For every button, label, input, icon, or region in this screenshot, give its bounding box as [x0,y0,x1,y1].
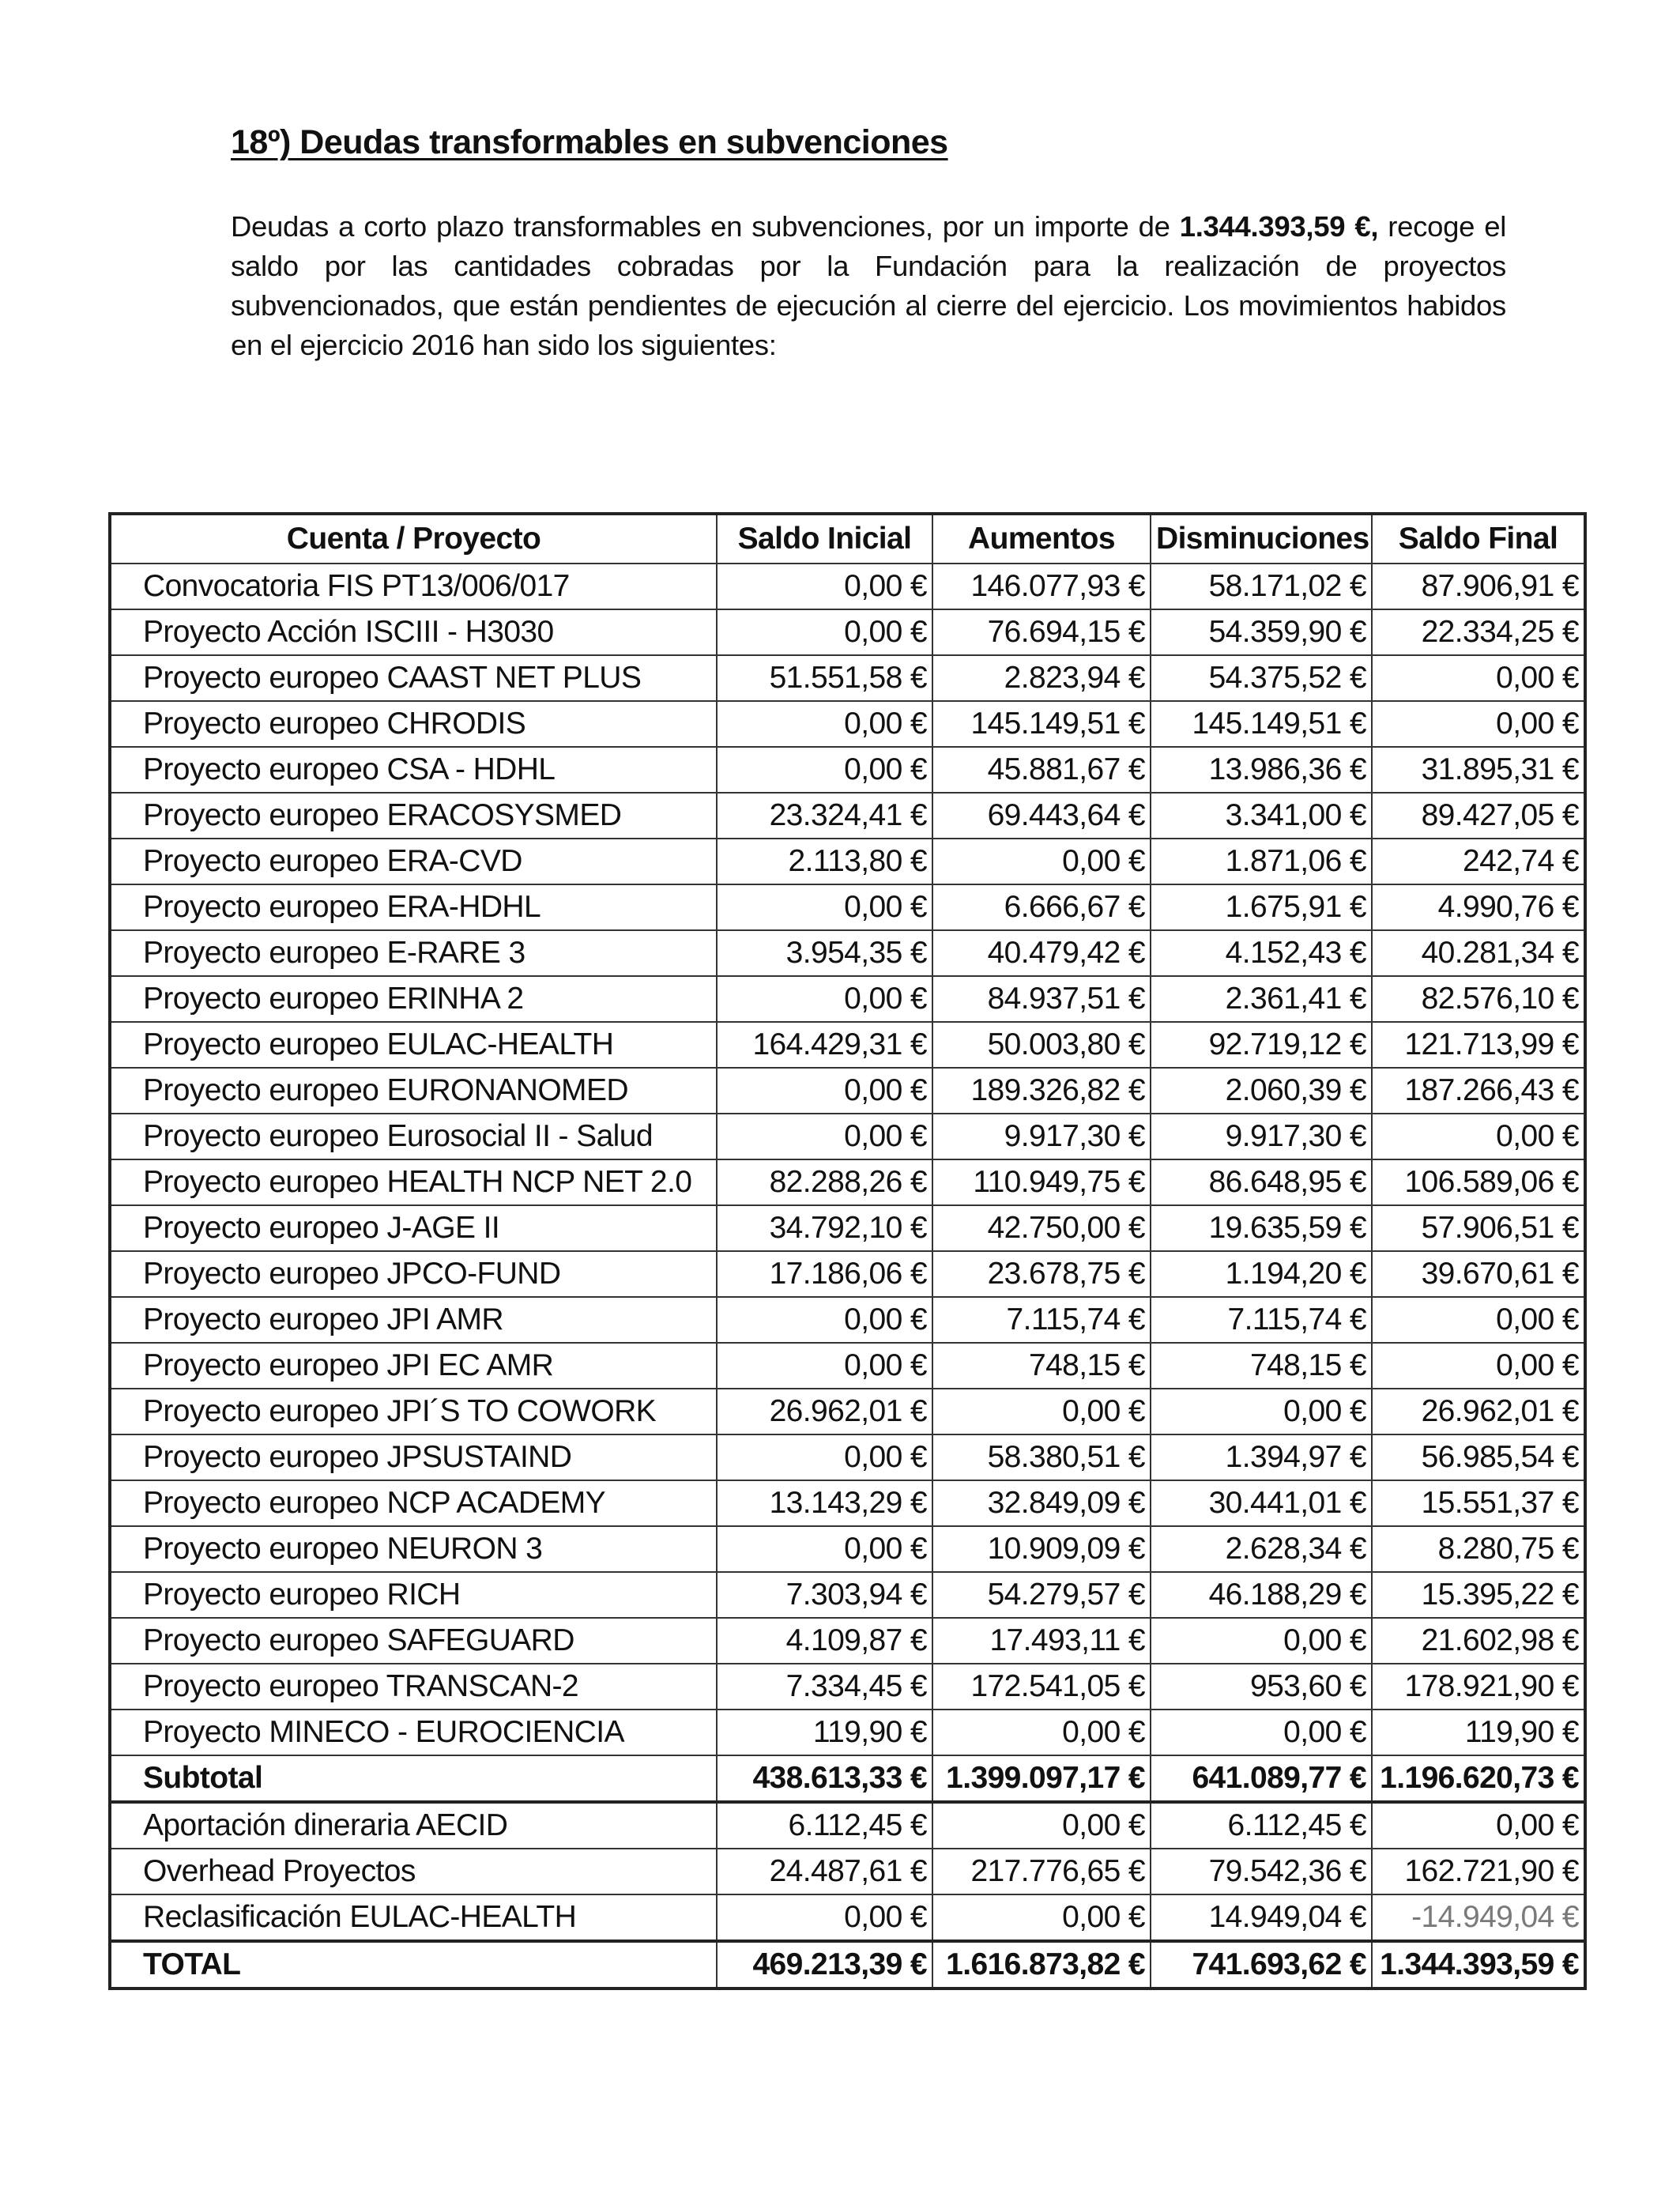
cell-saldo-inicial: 0,00 € [717,1894,932,1941]
cell-saldo-final: 57.906,51 € [1372,1205,1585,1251]
cell-aumentos: 84.937,51 € [932,976,1151,1022]
section-heading: 18º) Deudas transformables en subvenciones [231,123,948,161]
subtotal-row [110,1755,1585,1802]
cell-disminuciones: 741.693,62 € [1151,1941,1372,1989]
cell-saldo-final: 0,00 € [1372,1802,1585,1849]
cell-disminuciones: 2.361,41 € [1151,976,1372,1022]
cell-saldo-final: 0,00 € [1372,655,1585,701]
cell-saldo-final: 87.906,91 € [1372,564,1585,609]
cell-saldo-inicial: 0,00 € [717,701,932,747]
cell-saldo-final: 0,00 € [1372,1343,1585,1389]
cell-aumentos: 23.678,75 € [932,1251,1151,1297]
cell-cuenta: Proyecto europeo TRANSCAN-2 [110,1664,717,1710]
cell-saldo-inicial: 24.487,61 € [717,1849,932,1894]
cell-cuenta: Reclasificación EULAC-HEALTH [110,1894,717,1941]
table-row [110,1022,1585,1068]
table-row [110,976,1585,1022]
cell-saldo-inicial: 26.962,01 € [717,1389,932,1434]
cell-saldo-inicial: 51.551,58 € [717,655,932,701]
intro-text-after: recoge el saldo por las cantidades cobradas por la Fundación para la realización de proyectos subvencionados, que están pendientes de ejecución al cierre del ejercicio. Los movimientos habidos en el ejercicio 2016 han sido los siguientes: [231,210,1506,361]
cell-saldo-final: -14.949,04 € [1372,1894,1585,1941]
cell-saldo-inicial: 438.613,33 € [717,1755,932,1802]
cell-disminuciones: 2.060,39 € [1151,1068,1372,1114]
cell-disminuciones: 86.648,95 € [1151,1159,1372,1205]
cell-saldo-final: 0,00 € [1372,701,1585,747]
cell-cuenta: Proyecto europeo NCP ACADEMY [110,1480,717,1526]
cell-saldo-final: 31.895,31 € [1372,747,1585,793]
table-row [110,839,1585,884]
cell-cuenta: Proyecto europeo ERA-HDHL [110,884,717,930]
cell-aumentos: 1.616.873,82 € [932,1941,1151,1989]
cell-saldo-inicial: 7.303,94 € [717,1572,932,1618]
cell-cuenta: Proyecto europeo CAAST NET PLUS [110,655,717,701]
header-saldo-inicial: Saldo Inicial [717,514,932,564]
cell-disminuciones: 54.375,52 € [1151,655,1372,701]
cell-saldo-final: 82.576,10 € [1372,976,1585,1022]
cell-cuenta: Proyecto europeo JPI EC AMR [110,1343,717,1389]
cell-cuenta: Proyecto europeo J-AGE II [110,1205,717,1251]
cell-saldo-inicial: 82.288,26 € [717,1159,932,1205]
cell-saldo-inicial: 6.112,45 € [717,1802,932,1849]
cell-aumentos: 54.279,57 € [932,1572,1151,1618]
cell-cuenta: Proyecto europeo SAFEGUARD [110,1618,717,1664]
cell-saldo-inicial: 3.954,35 € [717,930,932,976]
table-row [110,1068,1585,1114]
cell-aumentos: 189.326,82 € [932,1068,1151,1114]
cell-saldo-final: 1.196.620,73 € [1372,1755,1585,1802]
cell-cuenta: Proyecto europeo E-RARE 3 [110,930,717,976]
cell-saldo-final: 187.266,43 € [1372,1068,1585,1114]
cell-saldo-inicial: 0,00 € [717,1297,932,1343]
table-row [110,1434,1585,1480]
cell-disminuciones: 145.149,51 € [1151,701,1372,747]
cell-saldo-final: 4.990,76 € [1372,884,1585,930]
cell-saldo-inicial: 119,90 € [717,1710,932,1755]
table-body [110,564,1585,1989]
cell-disminuciones: 14.949,04 € [1151,1894,1372,1941]
table-row [110,655,1585,701]
cell-aumentos: 32.849,09 € [932,1480,1151,1526]
table-row [110,1664,1585,1710]
cell-aumentos: 9.917,30 € [932,1114,1151,1159]
cell-saldo-inicial: 13.143,29 € [717,1480,932,1526]
cell-aumentos: 0,00 € [932,1802,1151,1849]
cell-saldo-final: 40.281,34 € [1372,930,1585,976]
intro-text-before: Deudas a corto plazo transformables en subvenciones, por un importe de [231,210,1180,243]
cell-cuenta: Proyecto europeo CSA - HDHL [110,747,717,793]
table-row [110,609,1585,655]
cell-aumentos: 45.881,67 € [932,747,1151,793]
cell-saldo-inicial: 469.213,39 € [717,1941,932,1989]
header-cuenta-proyecto: Cuenta / Proyecto [110,514,717,564]
cell-saldo-final: 119,90 € [1372,1710,1585,1755]
table-row [110,1389,1585,1434]
cell-cuenta: TOTAL [110,1941,717,1989]
table-row [110,1159,1585,1205]
cell-saldo-inicial: 7.334,45 € [717,1664,932,1710]
cell-cuenta: Convocatoria FIS PT13/006/017 [110,564,717,609]
cell-cuenta: Proyecto europeo EURONANOMED [110,1068,717,1114]
cell-cuenta: Proyecto europeo RICH [110,1572,717,1618]
cell-aumentos: 58.380,51 € [932,1434,1151,1480]
header-saldo-final: Saldo Final [1372,514,1585,564]
cell-aumentos: 7.115,74 € [932,1297,1151,1343]
cell-aumentos: 0,00 € [932,1710,1151,1755]
cell-disminuciones: 92.719,12 € [1151,1022,1372,1068]
cell-saldo-final: 22.334,25 € [1372,609,1585,655]
cell-disminuciones: 4.152,43 € [1151,930,1372,976]
cell-aumentos: 0,00 € [932,839,1151,884]
cell-aumentos: 40.479,42 € [932,930,1151,976]
cell-disminuciones: 9.917,30 € [1151,1114,1372,1159]
table-row [110,1802,1585,1849]
table-row [110,1572,1585,1618]
cell-disminuciones: 6.112,45 € [1151,1802,1372,1849]
cell-cuenta: Proyecto europeo Eurosocial II - Salud [110,1114,717,1159]
cell-aumentos: 172.541,05 € [932,1664,1151,1710]
cell-saldo-final: 106.589,06 € [1372,1159,1585,1205]
cell-saldo-final: 8.280,75 € [1372,1526,1585,1572]
cell-cuenta: Proyecto europeo JPI AMR [110,1297,717,1343]
table-row [110,1710,1585,1755]
header-aumentos: Aumentos [932,514,1151,564]
cell-saldo-final: 15.551,37 € [1372,1480,1585,1526]
cell-aumentos: 76.694,15 € [932,609,1151,655]
cell-saldo-final: 39.670,61 € [1372,1251,1585,1297]
movements-table [108,512,1587,1990]
cell-cuenta: Proyecto europeo NEURON 3 [110,1526,717,1572]
table-row [110,1205,1585,1251]
table-row [110,930,1585,976]
cell-cuenta: Proyecto europeo HEALTH NCP NET 2.0 [110,1159,717,1205]
cell-disminuciones: 0,00 € [1151,1618,1372,1664]
cell-aumentos: 2.823,94 € [932,655,1151,701]
cell-saldo-final: 0,00 € [1372,1297,1585,1343]
cell-aumentos: 17.493,11 € [932,1618,1151,1664]
table-row [110,1251,1585,1297]
table-row [110,701,1585,747]
cell-disminuciones: 953,60 € [1151,1664,1372,1710]
table-row [110,747,1585,793]
cell-disminuciones: 54.359,90 € [1151,609,1372,655]
cell-aumentos: 50.003,80 € [932,1022,1151,1068]
cell-disminuciones: 46.188,29 € [1151,1572,1372,1618]
table-header-row [110,514,1585,564]
cell-saldo-inicial: 0,00 € [717,976,932,1022]
cell-aumentos: 110.949,75 € [932,1159,1151,1205]
cell-disminuciones: 30.441,01 € [1151,1480,1372,1526]
cell-saldo-final: 26.962,01 € [1372,1389,1585,1434]
cell-cuenta: Aportación dineraria AECID [110,1802,717,1849]
table-row [110,1894,1585,1941]
cell-aumentos: 6.666,67 € [932,884,1151,930]
cell-cuenta: Overhead Proyectos [110,1849,717,1894]
cell-aumentos: 145.149,51 € [932,701,1151,747]
cell-saldo-inicial: 4.109,87 € [717,1618,932,1664]
cell-cuenta: Proyecto europeo JPI´S TO COWORK [110,1389,717,1434]
intro-paragraph [231,207,1506,365]
cell-saldo-inicial: 0,00 € [717,1343,932,1389]
cell-saldo-inicial: 0,00 € [717,884,932,930]
cell-disminuciones: 2.628,34 € [1151,1526,1372,1572]
cell-saldo-final: 56.985,54 € [1372,1434,1585,1480]
cell-cuenta: Proyecto Acción ISCIII - H3030 [110,609,717,655]
cell-disminuciones: 748,15 € [1151,1343,1372,1389]
cell-cuenta: Proyecto europeo CHRODIS [110,701,717,747]
cell-saldo-inicial: 0,00 € [717,1114,932,1159]
table-row [110,884,1585,930]
cell-disminuciones: 13.986,36 € [1151,747,1372,793]
total-row [110,1941,1585,1989]
cell-cuenta: Subtotal [110,1755,717,1802]
cell-saldo-inicial: 164.429,31 € [717,1022,932,1068]
cell-aumentos: 217.776,65 € [932,1849,1151,1894]
cell-aumentos: 0,00 € [932,1894,1151,1941]
table-row [110,1343,1585,1389]
table-row [110,1618,1585,1664]
cell-saldo-final: 89.427,05 € [1372,793,1585,839]
cell-aumentos: 0,00 € [932,1389,1151,1434]
cell-disminuciones: 19.635,59 € [1151,1205,1372,1251]
cell-saldo-inicial: 0,00 € [717,1526,932,1572]
cell-disminuciones: 79.542,36 € [1151,1849,1372,1894]
cell-disminuciones: 0,00 € [1151,1389,1372,1434]
cell-aumentos: 69.443,64 € [932,793,1151,839]
cell-cuenta: Proyecto europeo JPCO-FUND [110,1251,717,1297]
cell-aumentos: 42.750,00 € [932,1205,1151,1251]
cell-cuenta: Proyecto europeo EULAC-HEALTH [110,1022,717,1068]
cell-disminuciones: 1.675,91 € [1151,884,1372,930]
cell-disminuciones: 1.394,97 € [1151,1434,1372,1480]
cell-aumentos: 10.909,09 € [932,1526,1151,1572]
cell-saldo-final: 0,00 € [1372,1114,1585,1159]
cell-saldo-inicial: 2.113,80 € [717,839,932,884]
cell-saldo-final: 162.721,90 € [1372,1849,1585,1894]
cell-saldo-inicial: 0,00 € [717,609,932,655]
table-row [110,564,1585,609]
cell-saldo-final: 178.921,90 € [1372,1664,1585,1710]
cell-disminuciones: 1.871,06 € [1151,839,1372,884]
table-row [110,1849,1585,1894]
table-row [110,1526,1585,1572]
cell-disminuciones: 1.194,20 € [1151,1251,1372,1297]
table-row [110,1297,1585,1343]
cell-saldo-inicial: 0,00 € [717,564,932,609]
cell-saldo-inicial: 23.324,41 € [717,793,932,839]
cell-cuenta: Proyecto MINECO - EUROCIENCIA [110,1710,717,1755]
cell-disminuciones: 641.089,77 € [1151,1755,1372,1802]
cell-saldo-final: 242,74 € [1372,839,1585,884]
cell-aumentos: 146.077,93 € [932,564,1151,609]
cell-cuenta: Proyecto europeo ERACOSYSMED [110,793,717,839]
cell-saldo-inicial: 0,00 € [717,747,932,793]
cell-cuenta: Proyecto europeo ERINHA 2 [110,976,717,1022]
table-row [110,793,1585,839]
intro-amount: 1.344.393,59 €, [1179,210,1379,243]
table-row [110,1480,1585,1526]
cell-disminuciones: 7.115,74 € [1151,1297,1372,1343]
cell-saldo-inicial: 17.186,06 € [717,1251,932,1297]
table-row [110,1114,1585,1159]
cell-disminuciones: 3.341,00 € [1151,793,1372,839]
cell-aumentos: 748,15 € [932,1343,1151,1389]
cell-cuenta: Proyecto europeo JPSUSTAIND [110,1434,717,1480]
cell-cuenta: Proyecto europeo ERA-CVD [110,839,717,884]
cell-saldo-inicial: 0,00 € [717,1068,932,1114]
cell-disminuciones: 58.171,02 € [1151,564,1372,609]
cell-saldo-inicial: 0,00 € [717,1434,932,1480]
header-disminuciones: Disminuciones [1151,514,1372,564]
cell-saldo-final: 15.395,22 € [1372,1572,1585,1618]
cell-saldo-inicial: 34.792,10 € [717,1205,932,1251]
cell-saldo-final: 1.344.393,59 € [1372,1941,1585,1989]
cell-aumentos: 1.399.097,17 € [932,1755,1151,1802]
cell-saldo-final: 121.713,99 € [1372,1022,1585,1068]
cell-disminuciones: 0,00 € [1151,1710,1372,1755]
cell-saldo-final: 21.602,98 € [1372,1618,1585,1664]
